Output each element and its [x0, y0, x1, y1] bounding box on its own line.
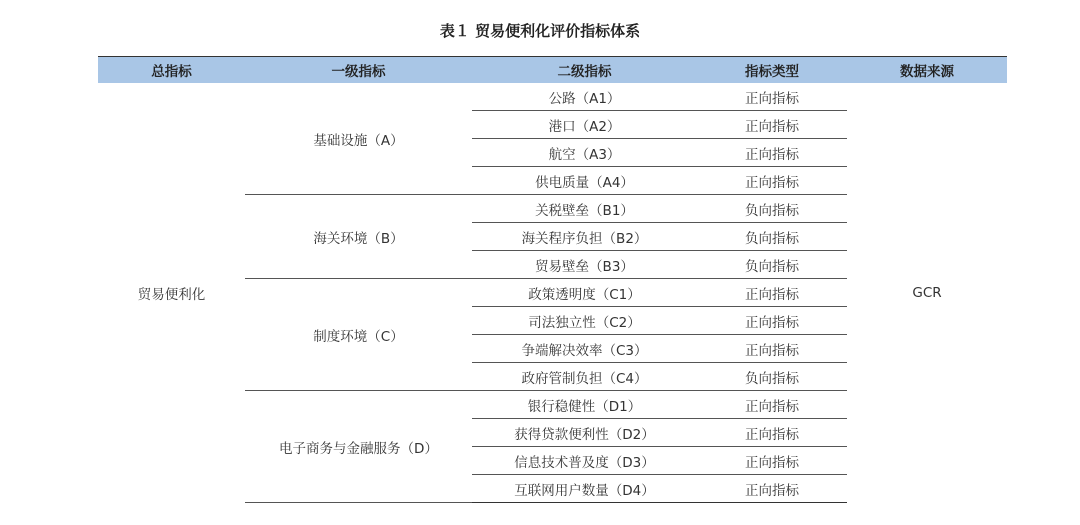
- indicator-type-cell: 正向指标: [697, 391, 847, 419]
- table-row: [98, 83, 1007, 111]
- header-row: [98, 57, 1007, 84]
- indicator-type-cell: 正向指标: [697, 447, 847, 475]
- level2-indicator-cell: 关税壁垒（B1）: [472, 195, 697, 223]
- level1-indicator-cell: 制度环境（C）: [245, 279, 472, 391]
- indicator-type-cell: 负向指标: [697, 223, 847, 251]
- header-level2-indicator: 二级指标: [472, 57, 697, 84]
- level2-indicator-cell: 政府管制负担（C4）: [472, 363, 697, 391]
- level2-indicator-cell: 信息技术普及度（D3）: [472, 447, 697, 475]
- indicator-type-cell: 负向指标: [697, 363, 847, 391]
- indicator-table: [98, 56, 1007, 503]
- level2-indicator-cell: 获得贷款便利性（D2）: [472, 419, 697, 447]
- indicator-type-cell: 正向指标: [697, 419, 847, 447]
- level2-indicator-cell: 海关程序负担（B2）: [472, 223, 697, 251]
- table-title: 表１ 贸易便利化评价指标体系: [439, 22, 641, 40]
- level2-indicator-cell: 贸易壁垒（B3）: [472, 251, 697, 279]
- level2-indicator-cell: 司法独立性（C2）: [472, 307, 697, 335]
- indicator-type-cell: 正向指标: [697, 475, 847, 503]
- indicator-type-cell: 正向指标: [697, 111, 847, 139]
- data-source-cell: GCR: [912, 284, 942, 301]
- level1-indicator-cell: 海关环境（B）: [245, 195, 472, 279]
- level2-indicator-cell: 港口（A2）: [472, 111, 697, 139]
- level1-indicator-cell: 电子商务与金融服务（D）: [245, 391, 472, 503]
- level2-indicator-cell: 银行稳健性（D1）: [472, 391, 697, 419]
- level2-indicator-cell: 航空（A3）: [472, 139, 697, 167]
- indicator-type-cell: 负向指标: [697, 195, 847, 223]
- header-indicator-type: 指标类型: [697, 57, 847, 84]
- level2-indicator-cell: 供电质量（A4）: [472, 167, 697, 195]
- header-data-source: 数据来源: [847, 57, 1007, 84]
- indicator-type-cell: 正向指标: [697, 335, 847, 363]
- level2-indicator-cell: 争端解决效率（C3）: [472, 335, 697, 363]
- header-level1-indicator: 一级指标: [245, 57, 472, 84]
- indicator-type-cell: 负向指标: [697, 251, 847, 279]
- indicator-type-cell: 正向指标: [697, 307, 847, 335]
- level2-indicator-cell: 政策透明度（C1）: [472, 279, 697, 307]
- header-total-indicator: 总指标: [98, 57, 245, 84]
- indicator-type-cell: 正向指标: [697, 139, 847, 167]
- level1-indicator-cell: 基础设施（A）: [245, 83, 472, 195]
- indicator-type-cell: 正向指标: [697, 83, 847, 111]
- total-indicator-cell: 贸易便利化: [137, 286, 206, 303]
- indicator-type-cell: 正向指标: [697, 167, 847, 195]
- indicator-type-cell: 正向指标: [697, 279, 847, 307]
- level2-indicator-cell: 公路（A1）: [472, 83, 697, 111]
- level2-indicator-cell: 互联网用户数量（D4）: [472, 475, 697, 503]
